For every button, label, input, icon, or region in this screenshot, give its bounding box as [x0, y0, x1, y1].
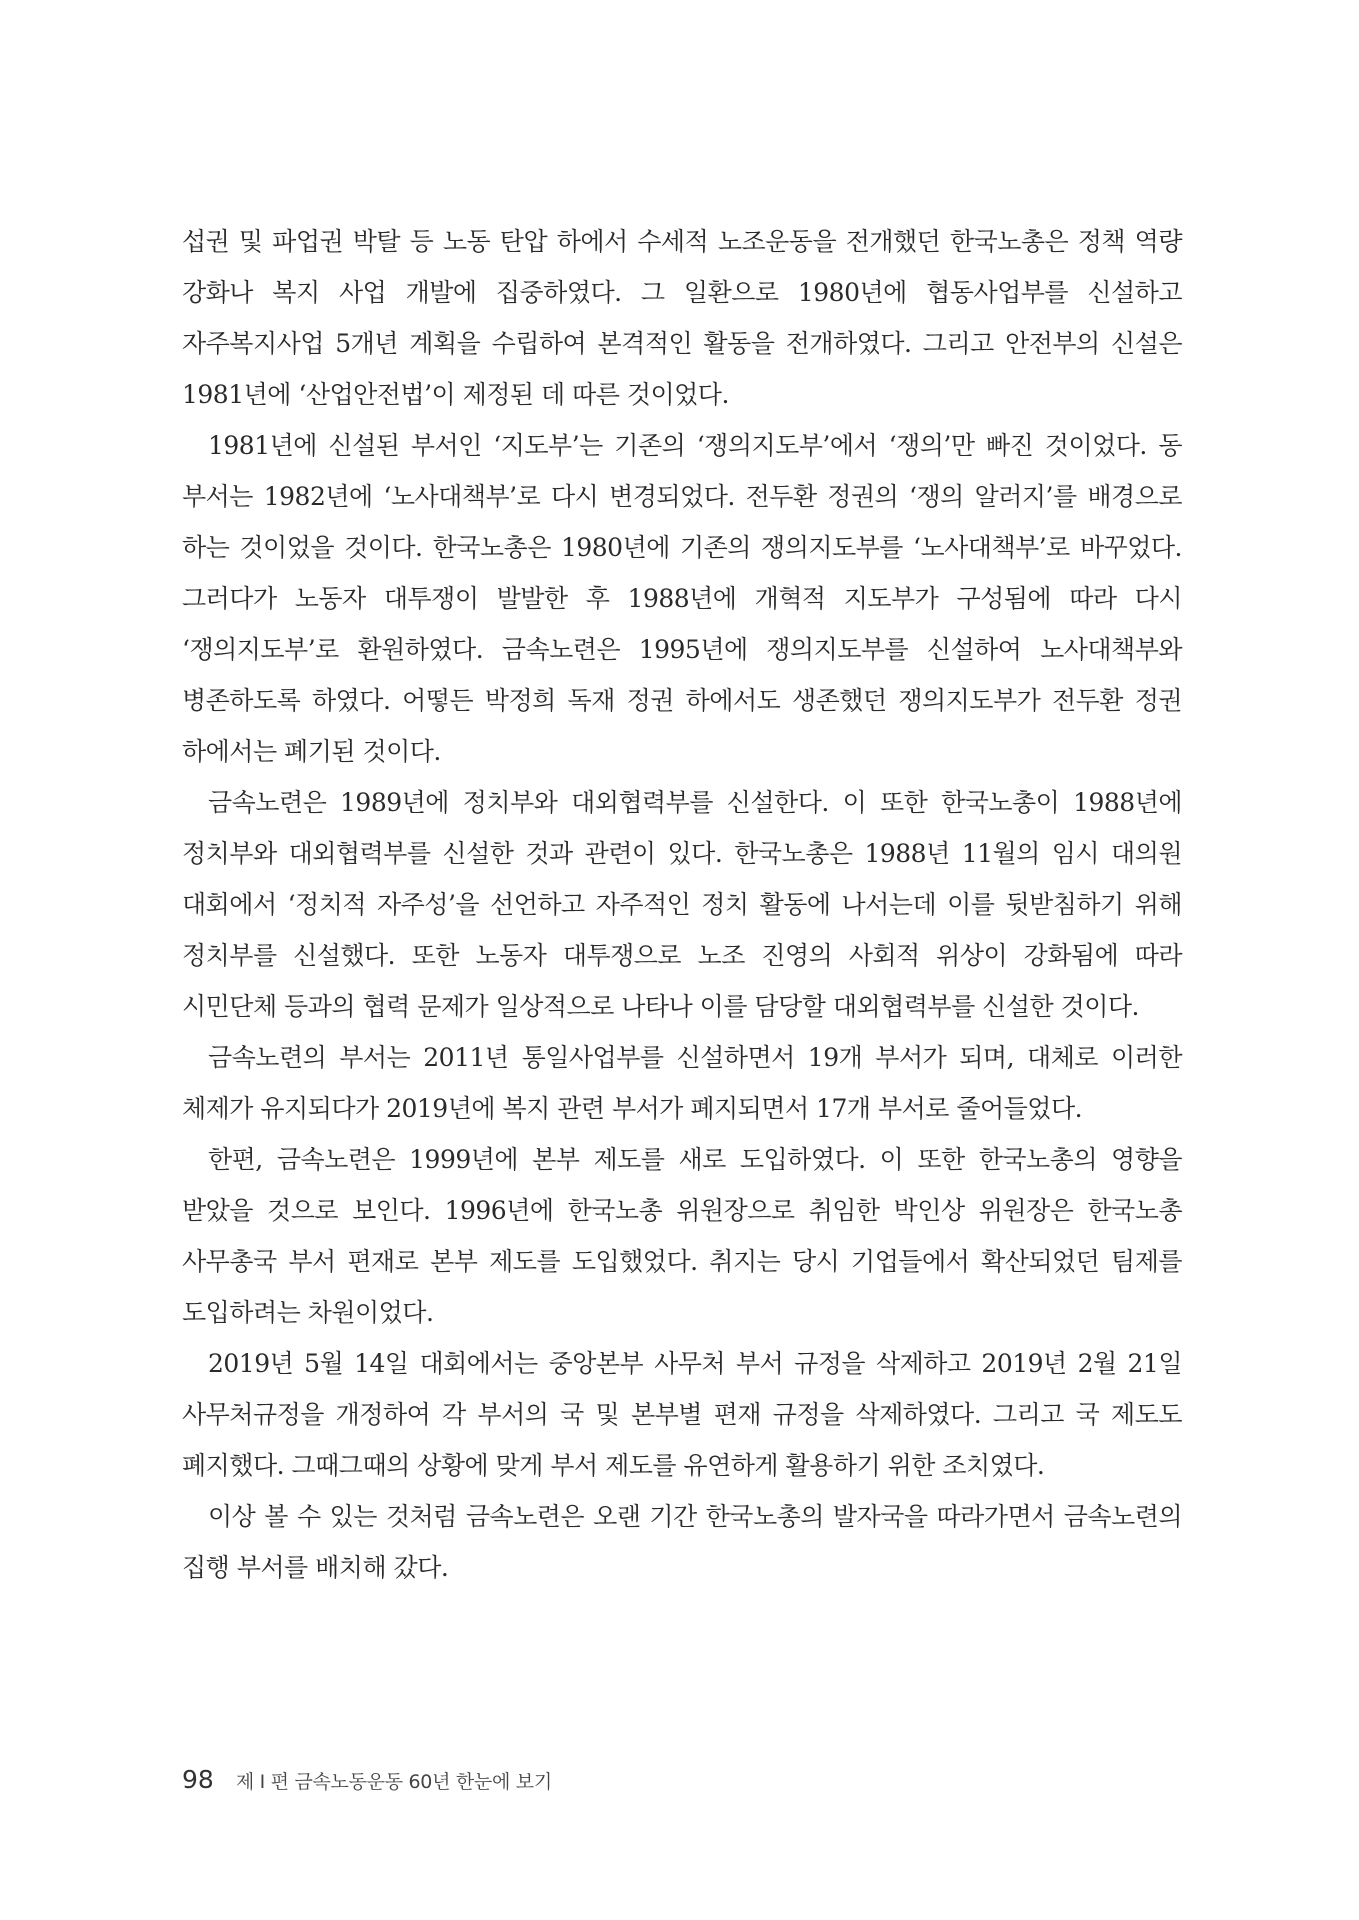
paragraph: 한편, 금속노련은 1999년에 본부 제도를 새로 도입하였다. 이 또한 한국노총의 영향을 받았을 것으로 보인다. 1996년에 한국노총 위원장으로 취임한 박인상 위원장은 한국노총 사무총국 부서 편재로 본부 제도를 도입했었다. 취지는 당시 기업들에서 확산되었던 팀제를 도입하려는 차원이었다. [182, 1145, 1182, 1327]
paragraph: 금속노련의 부서는 2011년 통일사업부를 신설하면서 19개 부서가 되며, 대체로 이러한 체제가 유지되다가 2019년에 복지 관련 부서가 폐지되면서 17개 부서로 줄어들었다. [182, 1043, 1182, 1123]
paragraph: 이상 볼 수 있는 것처럼 금속노련은 오랜 기간 한국노총의 발자국을 따라가면서 금속노련의 집행 부서를 배치해 갔다. [182, 1502, 1182, 1582]
paragraph: 2019년 5월 14일 대회에서는 중앙본부 사무처 부서 규정을 삭제하고 2019년 2월 21일 사무처규정을 개정하여 각 부서의 국 및 본부별 편재 규정을 삭제하였다. 그리고 국 제도도 폐지했다. 그때그때의 상황에 맞게 부서 제도를 유연하게 활용하기 위한 조치였다. [182, 1349, 1182, 1480]
page-footer [182, 1765, 552, 1805]
paragraph-continuation: 섭권 및 파업권 박탈 등 노동 탄압 하에서 수세적 노조운동을 전개했던 한국노총은 정책 역량 강화나 복지 사업 개발에 집중하였다. 그 일환으로 1980년에 협동사업부를 신설하고 자주복지사업 5개년 계획을 수립하여 본격적인 활동을 전개하였다. 그리고 안전부의 신설은 1981년에 ‘산업안전법’이 제정된 데 따른 것이었다. [182, 227, 1182, 409]
body-text [182, 216, 1182, 1593]
paragraph: 1981년에 신설된 부서인 ‘지도부’는 기존의 ‘쟁의지도부’에서 ‘쟁의’만 빠진 것이었다. 동 부서는 1982년에 ‘노사대책부’로 다시 변경되었다. 전두환 정권의 ‘쟁의 알러지’를 배경으로 하는 것이었을 것이다. 한국노총은 1980년에 기존의 쟁의지도부를 ‘노사대책부’로 바꾸었다. 그러다가 노동자 대투쟁이 발발한 후 1988년에 개혁적 지도부가 구성됨에 따라 다시 ‘쟁의지도부’로 환원하였다. 금속노련은 1995년에 쟁의지도부를 신설하여 노사대책부와 병존하도록 하였다. 어떻든 박정희 독재 정권 하에서도 생존했던 쟁의지도부가 전두환 정권 하에서는 폐기된 것이다. [182, 431, 1182, 766]
running-title: 제 I 편 금속노동운동 60년 한눈에 보기 [235, 1771, 552, 1793]
page-number: 98 [182, 1765, 214, 1794]
paragraph: 금속노련은 1989년에 정치부와 대외협력부를 신설한다. 이 또한 한국노총이 1988년에 정치부와 대외협력부를 신설한 것과 관련이 있다. 한국노총은 1988년 11월의 임시 대의원 대회에서 ‘정치적 자주성’을 선언하고 자주적인 정치 활동에 나서는데 이를 뒷받침하기 위해 정치부를 신설했다. 또한 노동자 대투쟁으로 노조 진영의 사회적 위상이 강화됨에 따라 시민단체 등과의 협력 문제가 일상적으로 나타나 이를 담당할 대외협력부를 신설한 것이다. [182, 788, 1182, 1021]
